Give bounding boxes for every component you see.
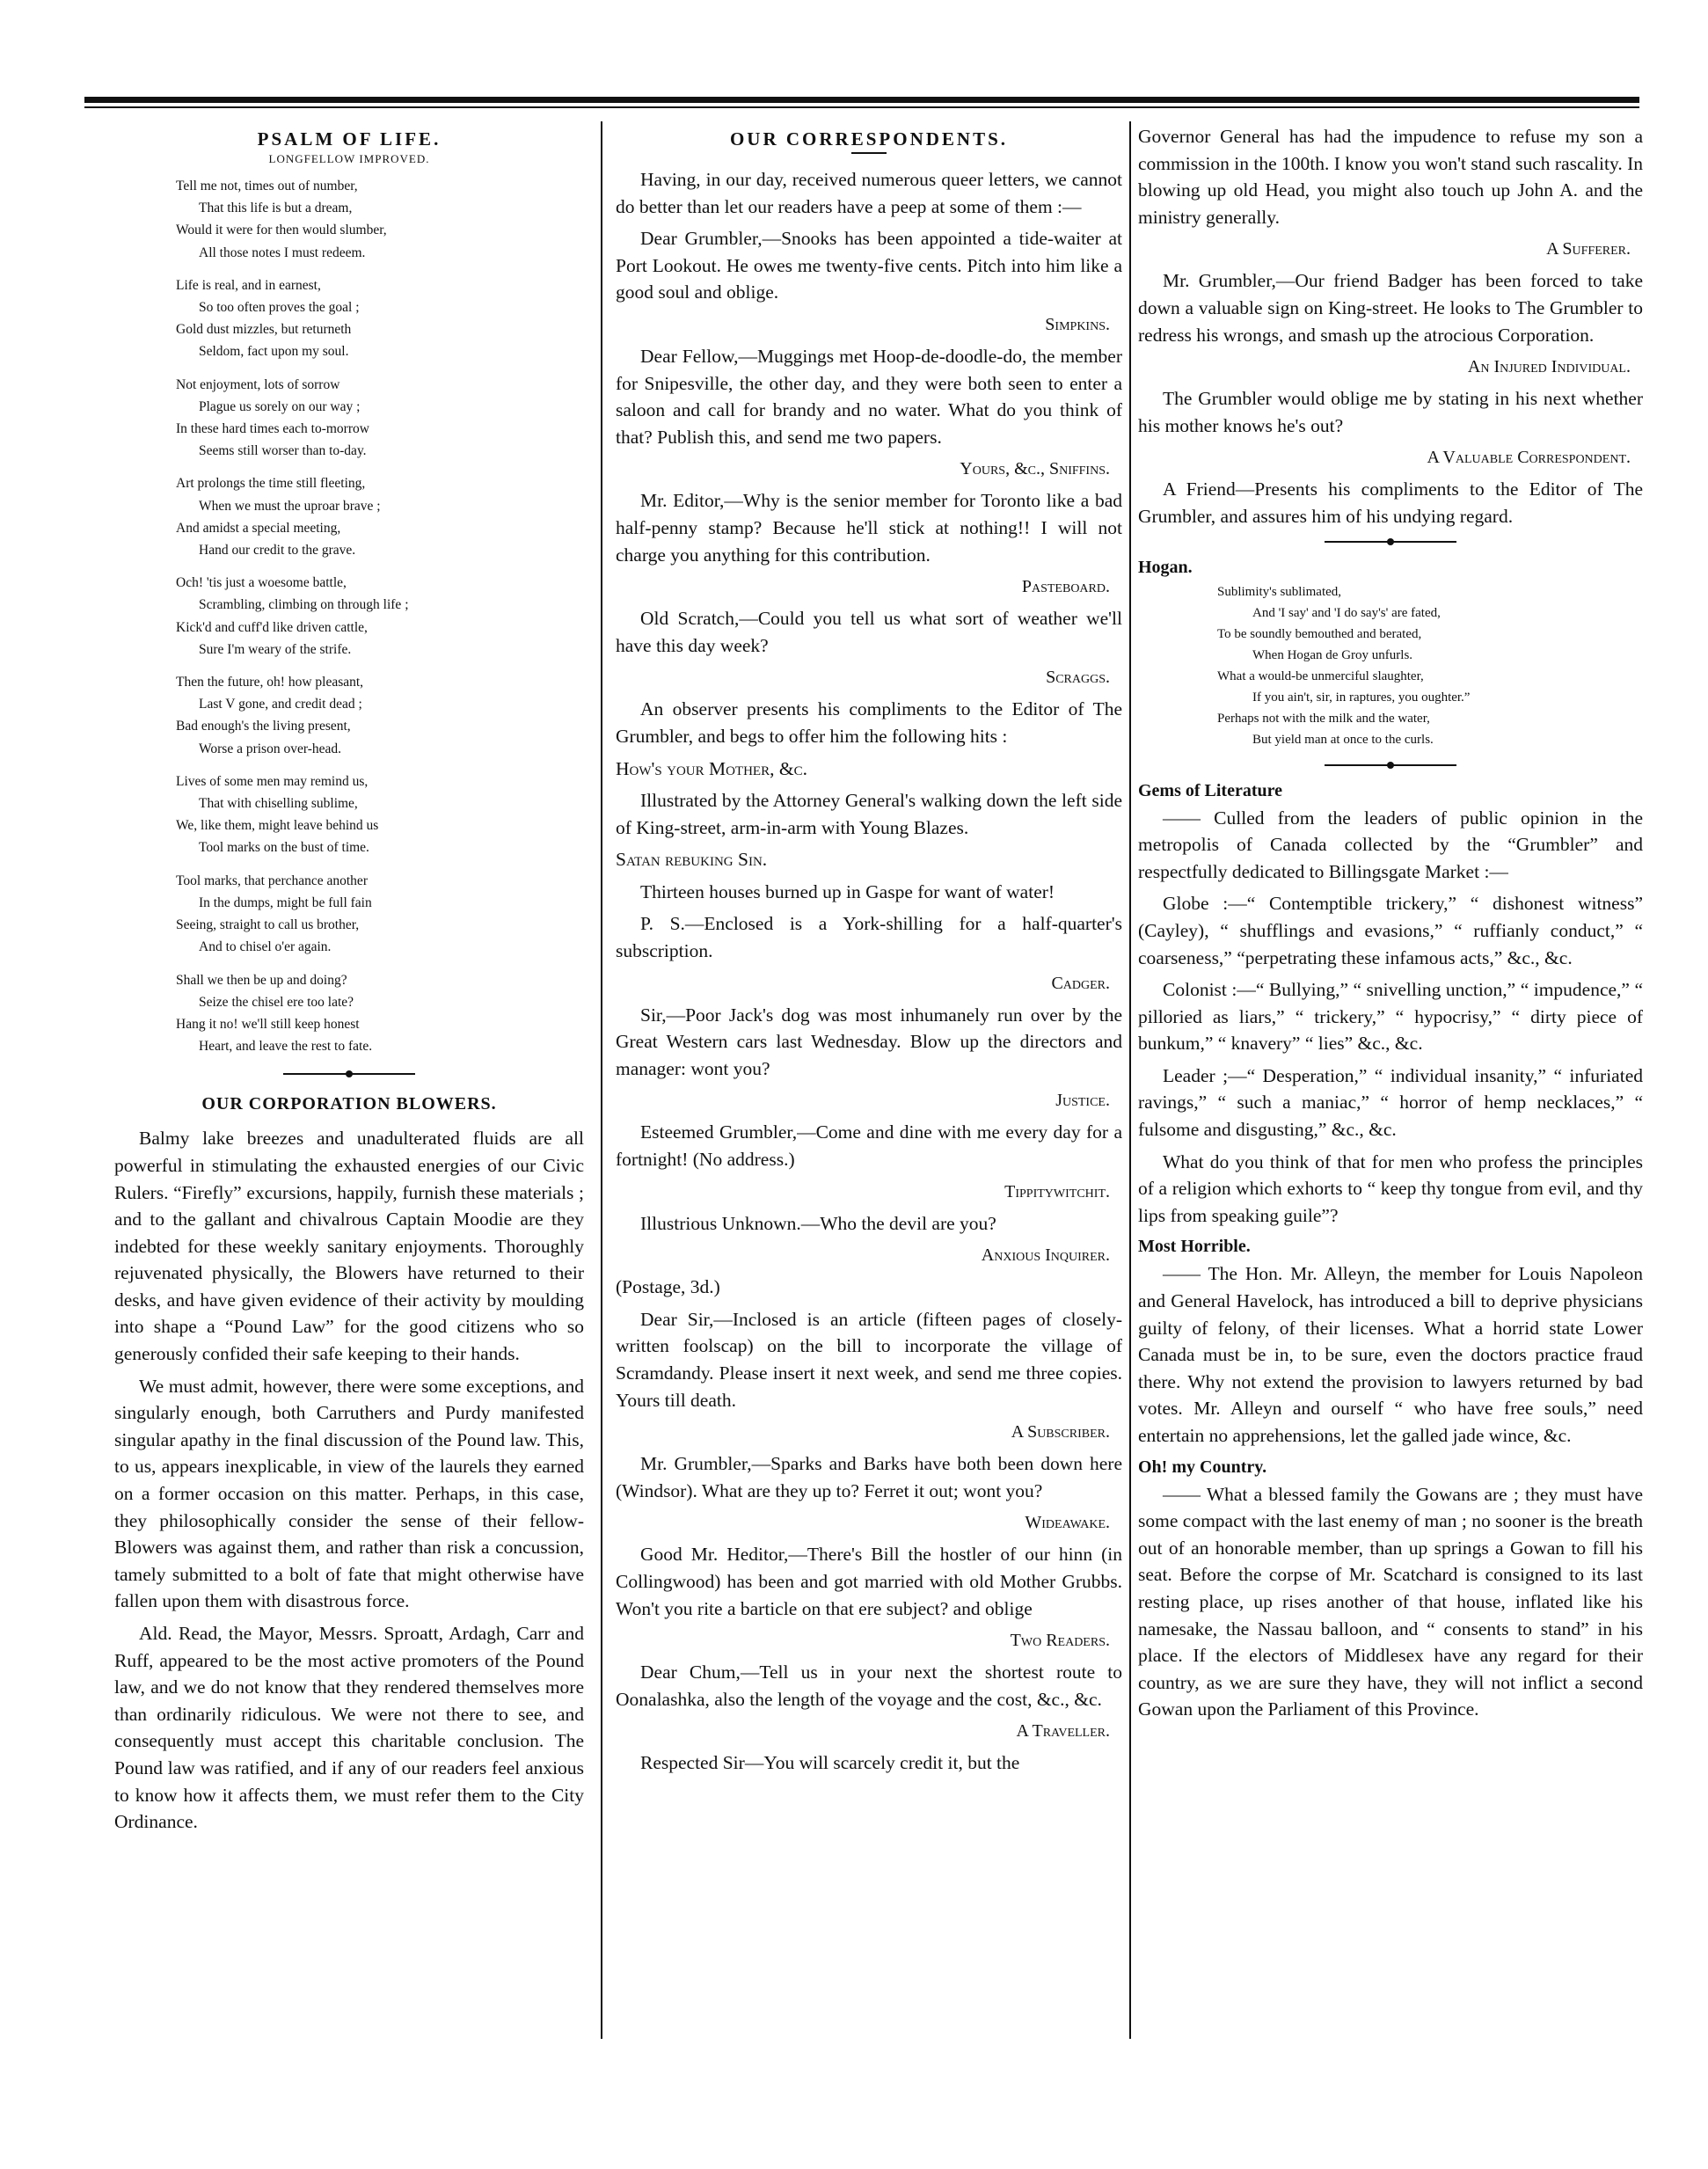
signature: Anxious Inquirer. (981, 1245, 1110, 1266)
letter-text: Sir,—Poor Jack's dog was most inhumanely run over by the Great Western cars last Wednesday. Blow up the directors and manager: wont you? (616, 1004, 1122, 1079)
gems-close: What do you think of that for men who profess the principles of a religion which exhorts to “ keep thy tongue from evil, and thy lips from speaking guile”? (1138, 1150, 1643, 1226)
gem-quote: Globe :—“ Contemptible trickery,” “ dishonest witness” (Cayley), “ shufflings and evasions,” “ ruffianly conduct,” “ coarseness,” “perpetrating these infamous acts,” &c., &c. (1138, 893, 1643, 968)
letter-text: Old Scratch,—Could you tell us what sort of weather we'll have this day week? (616, 608, 1122, 656)
column-divider (601, 121, 602, 2039)
letter-text: The Grumbler would oblige me by stating in his next whether his mother knows he's out? (1138, 388, 1643, 436)
poem-line: Scrambling, climbing on through life ; (199, 597, 409, 613)
gem-quote: Colonist :—“ Bullying,” “ snivelling unction,” “ impudence,” “ pilloried as liars,” “ trickery,” “ hypocrisy,” “ dirty piece of bunkum,” “ knavery” “ lies” &c., &c. (1138, 979, 1643, 1055)
letter-text: Dear Sir,—Inclosed is an article (fifteen pages of closely-written foolscap) on the bill to incorporate the village of Scramdandy. Please insert it next week, and send me three copies. Yours till death. (616, 1308, 1122, 1411)
poem-stanza (176, 969, 584, 1058)
poem-stanza (176, 572, 584, 661)
poem-line: We, like them, might leave behind us (176, 818, 379, 834)
poem-stanza (176, 671, 584, 760)
signature: Simpkins. (1045, 314, 1110, 334)
letters-list (616, 225, 1122, 749)
poem-line: Och! 'tis just a woesome battle, (176, 575, 347, 591)
article-paragraph: Ald. Read, the Mayor, Messrs. Sproatt, Ardagh, Carr and Ruff, appeared to be the most active promoters of the Pound law, and we do not know that they rendered themselves more than ordinarily ridiculous. We were not there to see, and consequently must accept this charitable conclusion. The Pound law was ratified, and if any of our readers feel anxious to know how it affects them, we must refer them to the City Ordinance. (114, 1623, 584, 1833)
correspondents-heading: OUR CORRESPONDENTS. (729, 128, 1009, 150)
poem-line: Last V gone, and credit dead ; (199, 697, 362, 712)
column-divider (1129, 121, 1131, 2039)
poem-line: All those notes I must redeem. (199, 245, 366, 260)
psalm-subtitle: LONGFELLOW IMPROVED. (268, 152, 430, 165)
heading-rule (851, 152, 887, 154)
hogan-poem (1217, 581, 1643, 750)
hogan-heading: Hogan. (1138, 557, 1193, 577)
poem-stanza (176, 770, 584, 859)
signature: A Subscriber. (1011, 1422, 1110, 1442)
poem-line: Hang it no! we'll still keep honest (176, 1016, 360, 1032)
poem-line: In these hard times each to-morrow (176, 421, 369, 437)
letters-list (616, 1002, 1122, 1269)
poem-line: And 'I say' and 'I do say's' are fated, (1252, 605, 1441, 620)
poem-line: And to chisel o'er again. (199, 939, 332, 955)
section-divider (1325, 536, 1456, 548)
postscript: P. S.—Enclosed is a York-shilling for a half-quarter's subscription. (616, 913, 1122, 962)
signature: A Traveller. (1016, 1721, 1110, 1742)
poem-line: In the dumps, might be full fain (199, 895, 372, 910)
hit-text: Illustrated by the Attorney General's walking down the left side of King-street, arm-in-arm with Young Blazes. (616, 790, 1122, 838)
letter-text: Dear Grumbler,—Snooks has been appointed a tide-waiter at Port Lookout. He owes me twenty-five cents. Pitch into him like a good soul and oblige. (616, 228, 1122, 303)
hit-heading: How's your Mother, &c. (616, 757, 807, 779)
signature: Pasteboard. (1021, 577, 1110, 597)
letter-continuation: Governor General has had the impudence to refuse my son a commission in the 100th. I know you won't stand such rascality. In blowing up old Head, you might also touch up John A. and the ministry generally. (1138, 126, 1643, 228)
poem-line: Sublimity's sublimated, (1217, 584, 1342, 599)
horrible-heading: Most Horrible. (1138, 1237, 1251, 1257)
poem-line: Seldom, fact upon my soul. (199, 344, 349, 360)
poem-line: Art prolongs the time still fleeting, (176, 476, 366, 492)
poem-line: What a would-be unmerciful slaughter, (1217, 668, 1424, 683)
article-paragraph: Balmy lake breezes and unadulterated fluids are all powerful in stimulating the exhausted energies of our Civic Rulers. “Firefly” excursions, happily, furnish these materials ; and to the gallant and chivalrous Captain Moodie are they indebted for these weekly sanitary enjoyments. Thoroughly rejuvenated physically, the Blowers have returned to their desks, and have given evidence of their activity by moulding into shape a “Pound Law” for the good citizens who so generously confided their safe keeping to their hands. (114, 1128, 584, 1365)
horrible-text: —— The Hon. Mr. Alleyn, the member for Louis Napoleon and General Havelock, has introduced a bill to deprive physicians guilty of felony, of their licenses. What a horrid state Lower Canada must be in, to be sure, even the doctors practice fraud there. Why not extend the provision to lawyers returned by bad votes. Mr. Alleyn and ourself “ who have free souls,” need entertain no apprehensions, let the galled jade wince, &c. (1138, 1263, 1643, 1446)
poem-line: To be soundly bemouthed and berated, (1217, 626, 1422, 641)
letter-text: Dear Chum,—Tell us in your next the shortest route to Oonalashka, also the length of the voyage and the cost, &c., &c. (616, 1661, 1122, 1710)
section-divider (1325, 759, 1456, 771)
poem-line: Not enjoyment, lots of sorrow (176, 376, 340, 392)
poem-line: Would it were for then would slumber, (176, 223, 387, 238)
poem-line: When Hogan de Groy unfurls. (1252, 647, 1413, 662)
signature: Cadger. (1051, 973, 1110, 993)
poem-line: Seeing, straight to call us brother, (176, 917, 360, 933)
poem-stanza (176, 274, 584, 363)
letter-text: A Friend—Presents his compliments to the Editor of The Grumbler, and assures him of his undying regard. (1138, 478, 1643, 527)
poem-line: Seize the chisel ere too late? (199, 994, 354, 1010)
poem-line: Lives of some men may remind us, (176, 773, 369, 789)
signature: An Injured Individual. (1467, 357, 1631, 377)
letter-text: Mr. Editor,—Why is the senior member for Toronto like a bad half-penny stamp? Because he'll stick at nothing!! I will not charge you anything for this contribution. (616, 490, 1122, 566)
article-paragraph: We must admit, however, there were some exceptions, and singularly enough, both Carruthers and Purdy manifested singular apathy in the final discussion of the Pound law. This, to us, appears inexplicable, in view of the laurels they earned on a former occasion on this matter. Perhaps, in this case, they philosophically consider the sense of their fellow-Blowers was against them, and rather than risk a concussion, tamely submitted to a bolt of fate that might otherwise have fallen upon them with disastrous force. (114, 1375, 584, 1612)
hit-heading: Satan rebuking Sin. (616, 849, 768, 871)
hit-text: Thirteen houses burned up in Gaspe for want of water! (640, 880, 1055, 902)
letter-continued: Respected Sir—You will scarcely credit it, but the (640, 1752, 1020, 1774)
signature: A Valuable Correspondent. (1427, 448, 1631, 468)
poem-line: Worse a prison over-head. (199, 741, 341, 756)
poem-line: Life is real, and in earnest, (176, 277, 321, 293)
poem-line: So too often proves the goal ; (199, 300, 360, 316)
top-rule (84, 97, 1639, 103)
signature: Tippitywitchit. (1004, 1181, 1110, 1201)
poem-line: Sure I'm weary of the strife. (199, 641, 352, 657)
letters-list (616, 1306, 1122, 1745)
poem-line: Plague us sorely on our way ; (199, 398, 361, 414)
letters-list (1138, 267, 1643, 529)
blowers-heading: OUR CORPORATION BLOWERS. (201, 1094, 497, 1114)
poem-stanza (176, 870, 584, 959)
postage-note: (Postage, 3d.) (616, 1276, 720, 1298)
top-rule-thin (84, 106, 1639, 108)
column-1 (114, 123, 584, 2041)
hits-list (616, 756, 1122, 906)
psalm-title: PSALM OF LIFE. (257, 128, 442, 150)
psalm-poem (114, 175, 584, 1057)
poem-line: Perhaps not with the milk and the water, (1217, 711, 1430, 726)
column-3 (1138, 123, 1643, 2041)
letter-text: Mr. Grumbler,—Our friend Badger has been forced to take down a valuable sign on King-street. He looks to The Grumbler to redress his wrongs, and smash up the atrocious Corporation. (1138, 270, 1643, 346)
poem-line: That with chiselling sublime, (199, 796, 358, 812)
signature: Two Readers. (1010, 1631, 1110, 1651)
poem-line: When we must the uproar brave ; (199, 498, 381, 514)
poem-line: Shall we then be up and doing? (176, 972, 347, 988)
poem-stanza (176, 472, 584, 561)
gems-intro: —— Culled from the leaders of public opinion in the metropolis of Canada collected by the “Grumbler” and respectfully dedicated to Billingsgate Market :— (1138, 807, 1643, 882)
poem-line: Heart, and leave the rest to fate. (199, 1039, 373, 1055)
poem-line: Hand our credit to the grave. (199, 543, 356, 559)
country-text: —— What a blessed family the Gowans are ; they must have some compact with the last enemy of man ; no sooner is the breath out of an honorable member, than up springs a Gowan to fill his seat. Before the corpse of Mr. Scatchard is consigned to its last resting place, up rises another of that house, inflated like his namesake, the Nassau balloon, and “ consents to stand” in his place. If the electors of Middlesex have any regard for their country, as we are sure they have, they will not inflict a second Gowan upon the Parliament of this Province. (1138, 1483, 1643, 1720)
poem-line: If you ain't, sir, in raptures, you oughter.” (1252, 690, 1471, 705)
poem-line: But yield man at once to the curls. (1252, 732, 1434, 747)
poem-line: Tool marks on the bust of time. (199, 840, 369, 856)
letter-text: Dear Fellow,—Muggings met Hoop-de-doodle-do, the member for Snipesville, the other day, and they were both seen to enter a saloon and call for brandy and no water. What do you think of that? Publish this, and send me two papers. (616, 345, 1122, 448)
poem-line: Then the future, oh! how pleasant, (176, 675, 364, 690)
poem-line: Gold dust mizzles, but returneth (176, 322, 352, 338)
country-heading: Oh! my Country. (1138, 1457, 1267, 1477)
poem-line: That this life is but a dream, (199, 201, 353, 216)
poem-stanza (176, 374, 584, 463)
letter-text: Good Mr. Heditor,—There's Bill the hostler of our hinn (in Collingwood) has been and got married with old Mother Grubbs. Won't you rite a barticle on that ere subject? and oblige (616, 1544, 1122, 1619)
signature: Justice. (1055, 1091, 1110, 1111)
intro-paragraph: Having, in our day, received numerous queer letters, we cannot do better than let our readers have a peep at some of them :— (616, 169, 1122, 217)
signature: A Sufferer. (1546, 239, 1631, 259)
poem-line: Tell me not, times out of number, (176, 179, 358, 194)
section-divider (283, 1068, 415, 1080)
poem-line: And amidst a special meeting, (176, 520, 341, 536)
poem-line: Bad enough's the living present, (176, 719, 351, 734)
column-2 (616, 123, 1122, 2041)
signature: Scraggs. (1046, 668, 1110, 688)
letter-text: Mr. Grumbler,—Sparks and Barks have both been down here (Windsor). What are they up to? Ferret it out; wont you? (616, 1453, 1122, 1501)
poem-line: Tool marks, that perchance another (176, 873, 368, 888)
signature: Wideawake. (1025, 1513, 1110, 1533)
letter-text: Esteemed Grumbler,—Come and dine with me every day for a fortnight! (No address.) (616, 1121, 1122, 1171)
letter-text: An observer presents his compliments to the Editor of The Grumbler, and begs to offer him the following hits : (616, 698, 1122, 747)
poem-stanza (176, 175, 584, 264)
poem-line: Seems still worser than to-day. (199, 443, 367, 459)
signature: Yours, &c., Sniffins. (960, 459, 1110, 479)
poem-line: Kick'd and cuff'd like driven cattle, (176, 619, 368, 635)
letter-text: Illustrious Unknown.—Who the devil are you? (640, 1212, 996, 1234)
gems-heading: Gems of Literature (1138, 780, 1283, 800)
gem-quote: Leader ;—“ Desperation,” “ individual insanity,” “ infuriated ravings,” “ such a maniac,” “ horror of hemp necklaces,” “ fulsome and disgusting,” &c., &c. (1138, 1064, 1643, 1141)
